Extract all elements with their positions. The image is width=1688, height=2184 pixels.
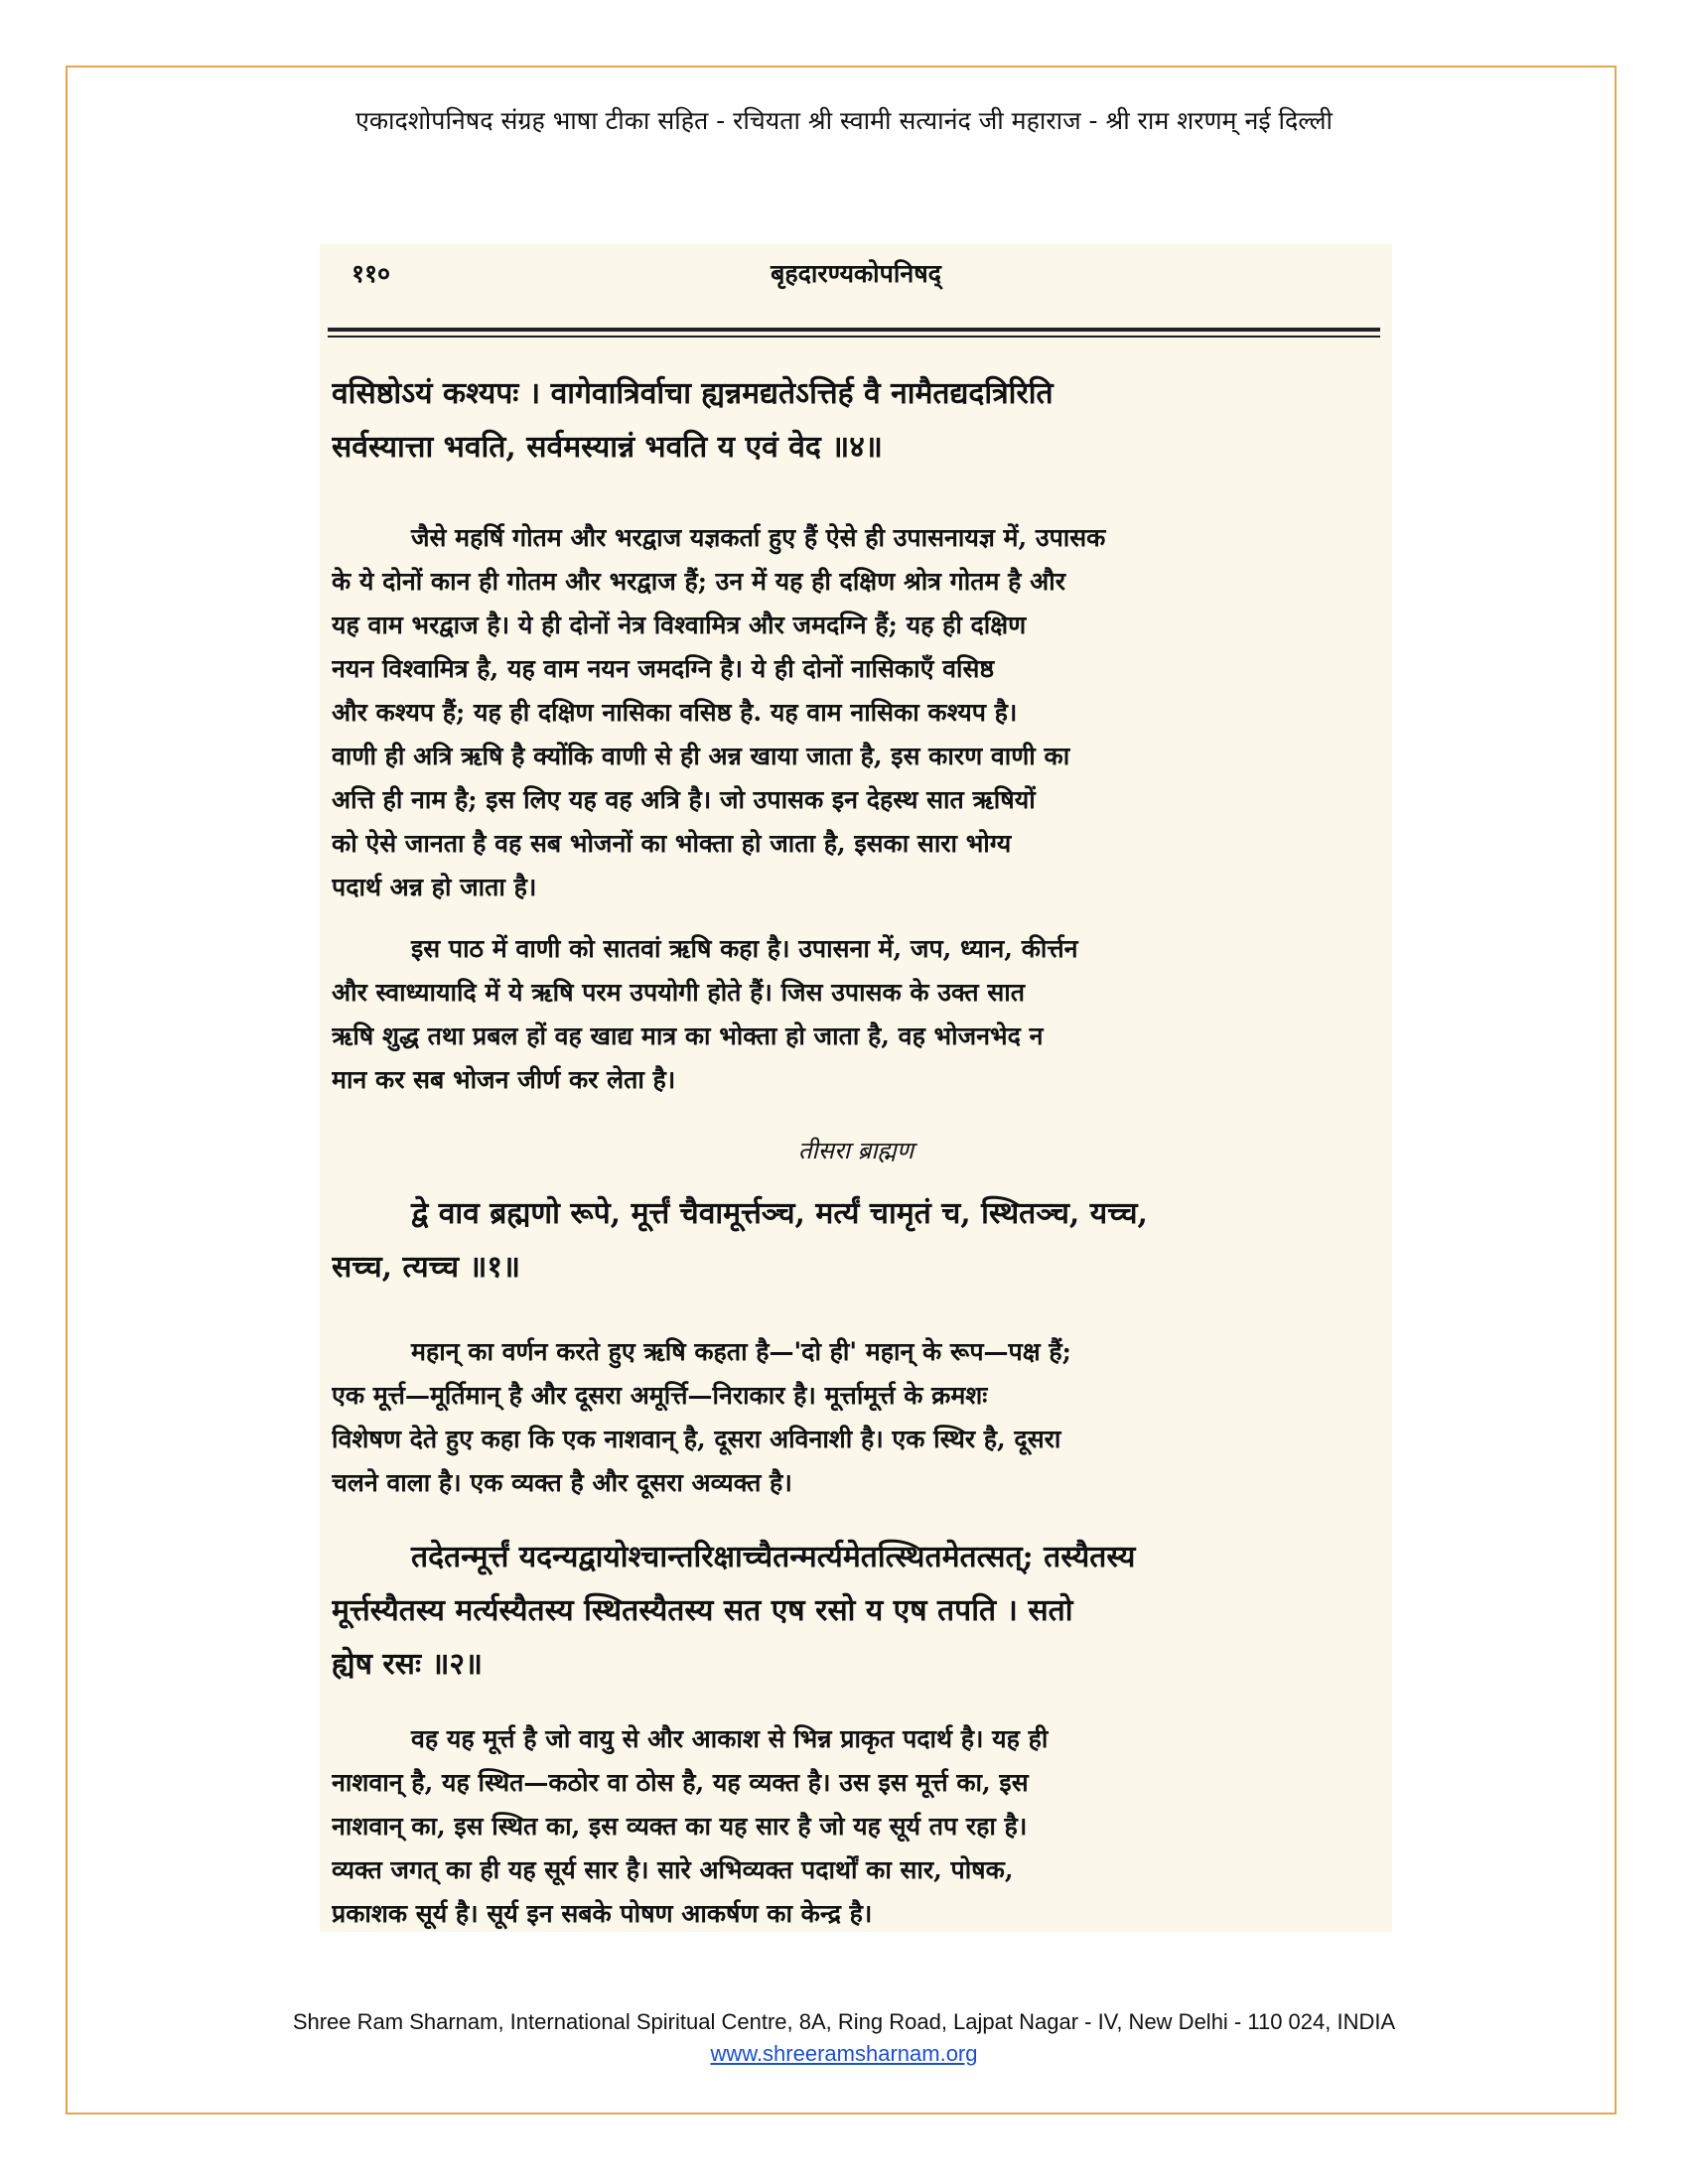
- commentary-line: प्रकाशक सूर्य है। सूर्य इन सबके पोषण आकर्षण का केन्द्र है।: [332, 1899, 873, 1928]
- verse-line: द्वे वाव ब्रह्मणो रूपे, मूर्त्तं चैवामूर्त्तञ्च, मर्त्यं चामृतं च, स्थितञ्च, यच्च,: [411, 1196, 1148, 1231]
- page-number: ११०: [352, 259, 391, 288]
- verse-2: [332, 1531, 1380, 1692]
- commentary-line: जैसे महर्षि गोतम और भरद्वाज यज्ञकर्ता हुए हैं ऐसे ही उपासनायज्ञ में, उपासक: [411, 523, 1106, 552]
- website-link[interactable]: www.shreeramsharnam.org: [710, 2041, 978, 2066]
- commentary-line: एक मूर्त्त—मूर्तिमान् है और दूसरा अमूर्त्ति—निराकार है। मूर्त्तामूर्त्त के क्रमशः: [332, 1381, 988, 1410]
- header-rule-thick: [328, 328, 1380, 332]
- scanned-page: [320, 244, 1392, 1932]
- running-title: बृहदारण्यकोपनिषद्: [771, 259, 941, 288]
- verse-line: ह्येष रसः ॥२॥: [332, 1647, 483, 1682]
- commentary-2: [332, 1717, 1380, 1936]
- commentary-line: व्यक्त जगत् का ही यह सूर्य सार है। सारे अभिव्यक्त पदार्थों का सार, पोषक,: [332, 1855, 1014, 1884]
- commentary-line: नाशवान् का, इस स्थित का, इस व्यक्त का यह सार है जो यह सूर्य तप रहा है।: [332, 1812, 1028, 1841]
- verse-1: [332, 1187, 1380, 1295]
- commentary-line: चलने वाला है। एक व्यक्त है और दूसरा अव्यक्त है।: [332, 1468, 792, 1497]
- commentary-line: अत्ति ही नाम है; इस लिए यह वह अत्रि है। जो उपासक इन देहस्थ सात ऋषियों: [332, 785, 1036, 814]
- series-header: एकादशोपनिषद संग्रह भाषा टीका सहित - रचियता श्री स्वामी सत्यानंद जी महाराज - श्री राम शरणम् नई दिल्ली: [355, 106, 1333, 135]
- commentary-line: नाशवान् है, यह स्थित—कठोर वा ठोस है, यह व्यक्त है। उस इस मूर्त्त का, इस: [332, 1768, 1029, 1797]
- commentary-4: [332, 516, 1380, 909]
- commentary-line: वह यह मूर्त्त है जो वायु से और आकाश से भिन्न प्राकृत पदार्थ है। यह ही: [411, 1724, 1049, 1753]
- commentary-4-note: [332, 927, 1380, 1102]
- verse-line: सर्वस्यात्ता भवति, सर्वमस्यान्नं भवति य एवं वेद ॥४॥: [332, 430, 883, 465]
- header-rule-thin: [328, 336, 1380, 338]
- commentary-line: के ये दोनों कान ही गोतम और भरद्वाज हैं; उन में यह ही दक्षिण श्रोत्र गोतम है और: [332, 567, 1065, 596]
- commentary-1: [332, 1330, 1380, 1505]
- verse-line: मूर्त्तस्यैतस्य मर्त्यस्यैतस्य स्थितस्यैतस्य सत एष रसो य एष तपति । सतो: [332, 1593, 1073, 1628]
- commentary-line: ऋषि शुद्ध तथा प्रबल हों वह खाद्य मात्र का भोक्ता हो जाता है, वह भोजनभेद न: [332, 1022, 1044, 1050]
- commentary-line: को ऐसे जानता है वह सब भोजनों का भोक्ता हो जाता है, इसका सारा भोग्य: [332, 829, 1012, 858]
- commentary-line: विशेषण देते हुए कहा कि एक नाशवान् है, दूसरा अविनाशी है। एक स्थिर है, दूसरा: [332, 1425, 1061, 1453]
- commentary-line: पदार्थ अन्न हो जाता है।: [332, 873, 537, 901]
- verse-line: तदेतन्मूर्त्तं यदन्यद्वायोश्चान्तरिक्षाच्चैतन्मर्त्यमेतत्स्थितमेतत्सत्; तस्यैतस्य: [411, 1540, 1136, 1574]
- commentary-line: और स्वाध्यायादि में ये ऋषि परम उपयोगी होते हैं। जिस उपासक के उक्त सात: [332, 978, 1025, 1007]
- verse-line: वसिष्ठोऽयं कश्यपः । वागेवात्रिर्वाचा ह्यन्नमद्यतेऽत्तिर्ह वै नामैतद्यदत्रिरिति: [332, 376, 1054, 411]
- section-heading: तीसरा ब्राह्मण: [797, 1137, 914, 1164]
- commentary-line: और कश्यप हैं; यह ही दक्षिण नासिका वसिष्ठ है. यह वाम नासिका कश्यप है।: [332, 698, 1018, 727]
- page-top: [320, 244, 1392, 288]
- commentary-line: यह वाम भरद्वाज है। ये ही दोनों नेत्र विश्वामित्र और जमदग्नि हैं; यह ही दक्षिण: [332, 611, 1027, 639]
- footer-address: Shree Ram Sharnam, International Spiritual Centre, 8A, Ring Road, Lajpat Nagar - IV, New Delhi - 110 024, INDIA: [292, 2009, 1396, 2034]
- commentary-line: मान कर सब भोजन जीर्ण कर लेता है।: [332, 1065, 676, 1094]
- commentary-line: वाणी ही अत्रि ऋषि है क्योंकि वाणी से ही अन्न खाया जाता है, इस कारण वाणी का: [332, 742, 1070, 770]
- verse-4: [332, 367, 1380, 475]
- verse-line: सच्च, त्यच्च ॥१॥: [332, 1250, 520, 1285]
- commentary-line: नयन विश्वामित्र है, यह वाम नयन जमदग्नि है। ये ही दोनों नासिकाएँ वसिष्ठ: [332, 654, 995, 683]
- commentary-line: इस पाठ में वाणी को सातवां ऋषि कहा है। उपासना में, जप, ध्यान, कीर्त्तन: [411, 934, 1078, 963]
- commentary-line: महान् का वर्णन करते हुए ऋषि कहता है—'दो ही' महान् के रूप—पक्ष हैं;: [411, 1337, 1071, 1366]
